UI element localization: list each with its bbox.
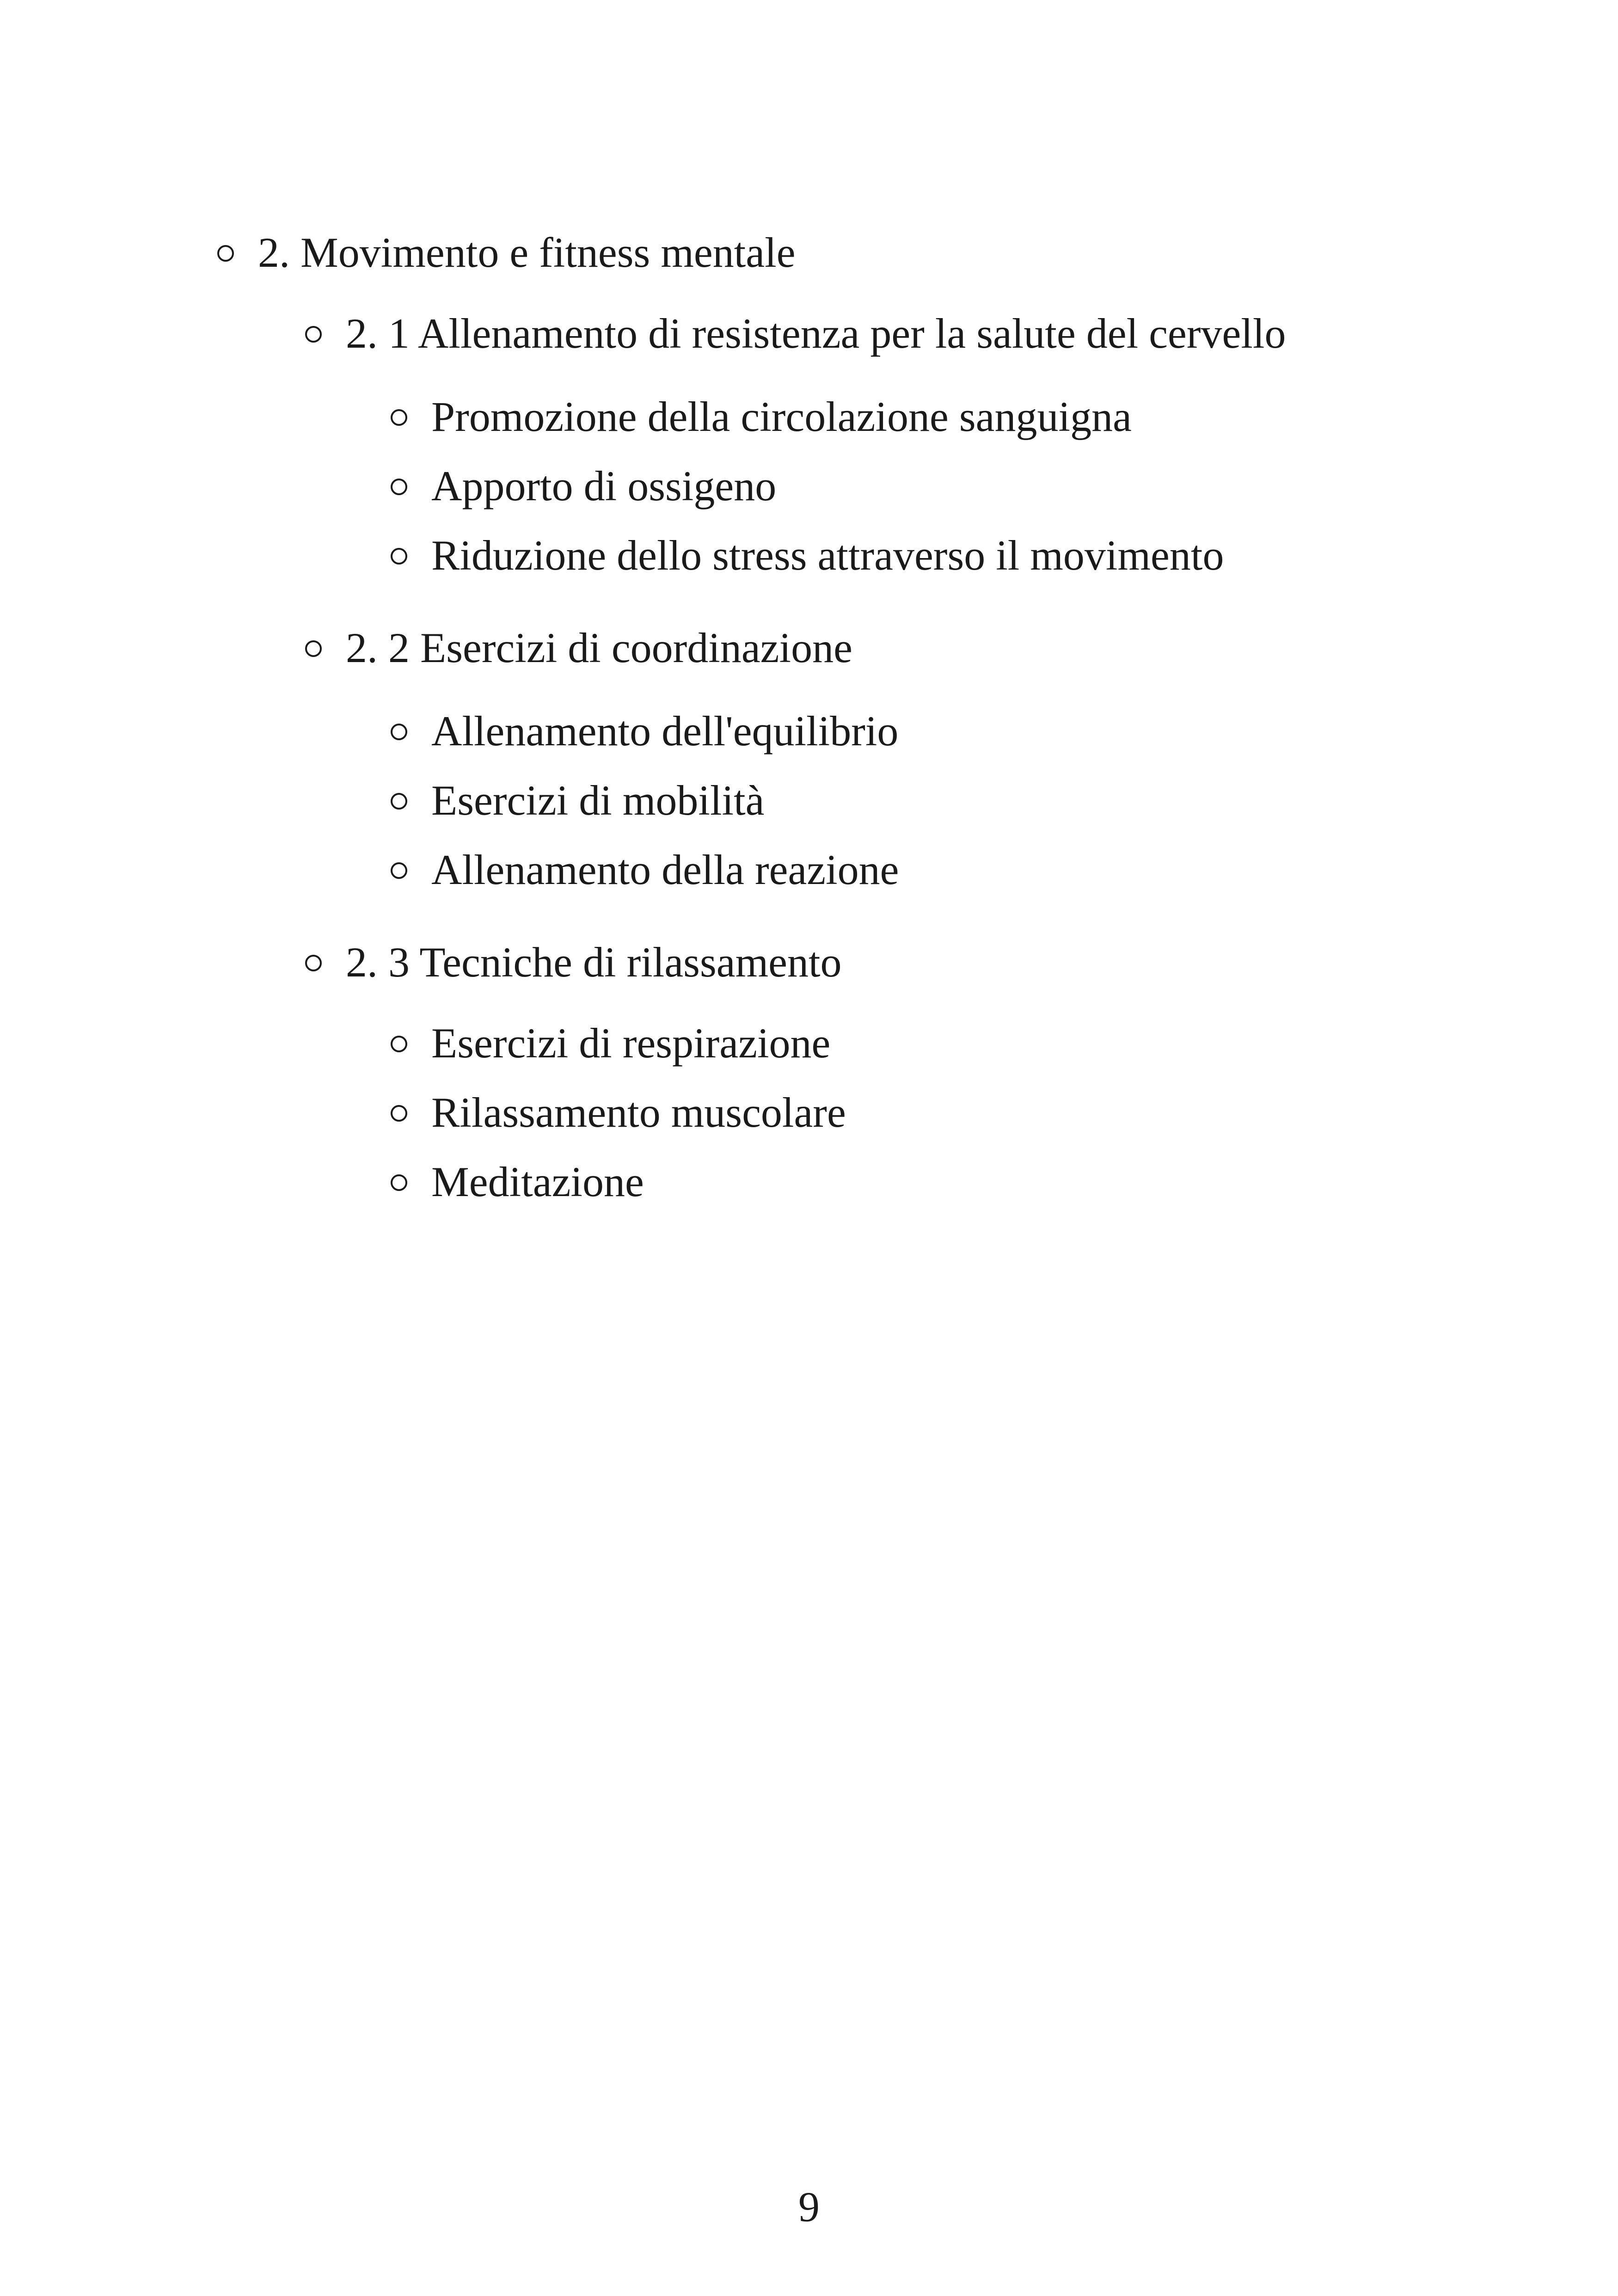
circle-bullet-icon: [391, 1105, 407, 1122]
circle-bullet-icon: [305, 326, 322, 343]
circle-bullet-icon: [391, 1036, 407, 1052]
outline-subsection: [305, 939, 842, 986]
circle-bullet-icon: [391, 1174, 407, 1191]
outline-subsection-title: 2. 3 Tecniche di rilassamento: [346, 939, 842, 986]
outline-item: [391, 1091, 846, 1134]
outline-subsection-title: 2. 1 Allenamento di resistenza per la salute del cervello: [346, 310, 1286, 357]
circle-bullet-icon: [305, 955, 322, 971]
circle-bullet-icon: [217, 245, 234, 262]
outline-subsection: [305, 312, 1286, 355]
circle-bullet-icon: [391, 724, 407, 740]
outline-item: [391, 779, 764, 822]
page-number: 9: [798, 2183, 820, 2230]
circle-bullet-icon: [391, 409, 407, 426]
outline-item: [391, 1160, 644, 1203]
outline-item: [391, 462, 777, 510]
outline-section-title: 2. Movimento e fitness mentale: [258, 229, 796, 276]
outline-item-text: Esercizi di mobilità: [431, 777, 765, 824]
circle-bullet-icon: [391, 793, 407, 810]
outline-item-text: Allenamento della reazione: [431, 846, 899, 893]
outline-section: [217, 231, 796, 274]
circle-bullet-icon: [391, 548, 407, 565]
circle-bullet-icon: [391, 862, 407, 879]
circle-bullet-icon: [305, 640, 322, 657]
outline-item: [391, 707, 899, 755]
outline-item: [391, 534, 1224, 577]
circle-bullet-icon: [391, 479, 407, 495]
outline-item-text: Allenamento dell'equilibrio: [431, 707, 899, 755]
outline-item-text: Esercizi di respirazione: [431, 1019, 831, 1067]
outline-subsection: [305, 626, 852, 669]
outline-item-text: Meditazione: [431, 1158, 644, 1205]
outline-item-text: Promozione della circolazione sanguigna: [431, 393, 1132, 440]
outline-item-text: Apporto di ossigeno: [431, 462, 777, 510]
outline-item-text: Riduzione dello stress attraverso il movimento: [431, 532, 1224, 579]
outline-item: [391, 848, 899, 891]
outline-subsection-title: 2. 2 Esercizi di coordinazione: [346, 624, 852, 671]
outline-item: [391, 1019, 831, 1067]
outline-item: [391, 395, 1132, 438]
outline-item-text: Rilassamento muscolare: [431, 1089, 846, 1136]
